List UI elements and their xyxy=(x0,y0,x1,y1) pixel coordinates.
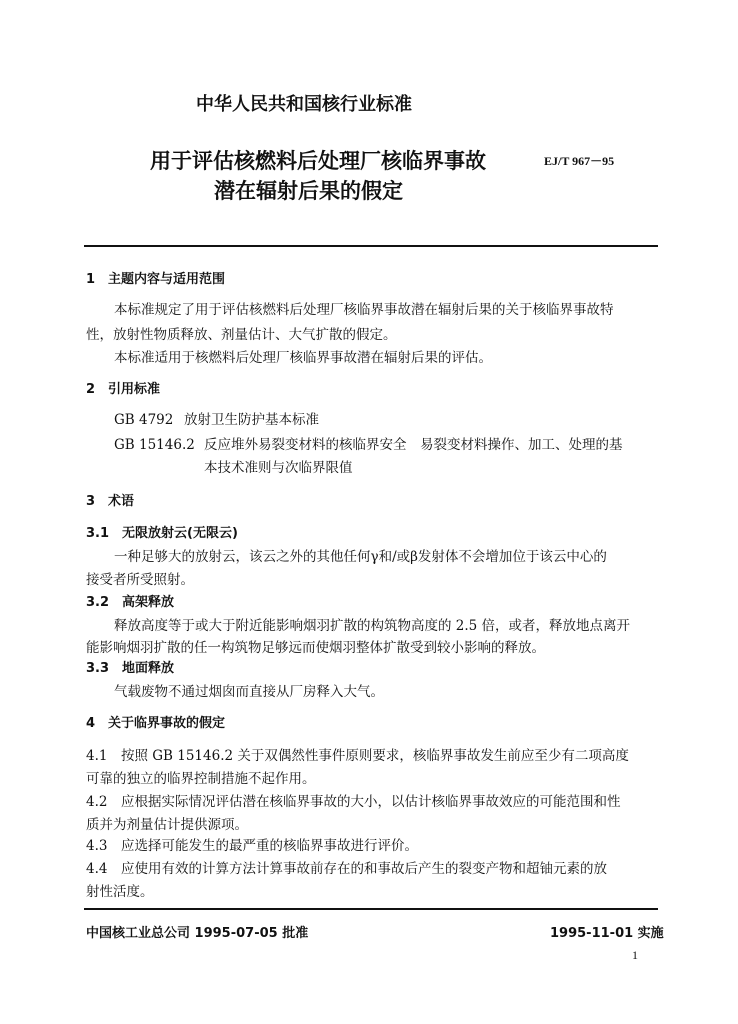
ref-1-code: GB 4792 xyxy=(114,412,174,428)
section-1-para-1a: 本标准规定了用于评估核燃料后处理厂核临界事故潜在辐射后果的关于核临界事故特 xyxy=(114,302,614,318)
section-4-heading: 4 关于临界事故的假定 xyxy=(86,716,226,731)
section-1-para-1b: 性，放射性物质释放、剂量估计、大气扩散的假定。 xyxy=(86,327,397,343)
section-1-heading: 1 主题内容与适用范围 xyxy=(86,272,226,287)
standard-code: EJ/T 967－95 xyxy=(544,154,615,168)
term-3-2-text-b: 能影响烟羽扩散的任一构筑物足够远而使烟羽整体扩散受到较小影响的释放。 xyxy=(86,640,545,656)
approval-note: 中国核工业总公司 1995-07-05 批准 xyxy=(86,926,309,941)
header-rule xyxy=(84,245,658,247)
standard-org: 中华人民共和国核行业标准 xyxy=(196,94,412,115)
term-3-1-text-b: 接受者所受照射。 xyxy=(86,572,194,588)
ref-2-title: 反应堆外易裂变材料的核临界安全 易裂变材料操作、加工、处理的基 xyxy=(204,437,623,453)
ref-1-title: 放射卫生防护基本标准 xyxy=(184,412,319,428)
term-3-3-heading: 3.3 地面释放 xyxy=(86,661,175,676)
term-3-3-text: 气载废物不通过烟囱而直接从厂房释入大气。 xyxy=(114,684,384,700)
item-4-4-text-b: 射性活度。 xyxy=(86,884,154,900)
item-4-2-text-a: 4.2 应根据实际情况评估潜在核临界事故的大小，以估计核临界事故效应的可能范围和性 xyxy=(86,794,621,810)
footer-rule xyxy=(84,908,658,910)
section-3-heading: 3 术语 xyxy=(86,494,135,509)
item-4-1-text-b: 可靠的独立的临界控制措施不起作用。 xyxy=(86,771,316,787)
section-2-heading: 2 引用标准 xyxy=(86,382,161,397)
page-number: 1 xyxy=(632,948,638,962)
term-3-1-text-a: 一种足够大的放射云，该云之外的其他任何γ和/或β发射体不会增加位于该云中心的 xyxy=(114,549,607,565)
title-line-1: 用于评估核燃料后处理厂核临界事故 xyxy=(150,149,486,173)
term-3-2-heading: 3.2 高架释放 xyxy=(86,595,175,610)
item-4-3-text: 4.3 应选择可能发生的最严重的核临界事故进行评价。 xyxy=(86,838,418,854)
ref-2-code: GB 15146.2 xyxy=(114,437,195,453)
item-4-4-text-a: 4.4 应使用有效的计算方法计算事故前存在的和事故后产生的裂变产物和超铀元素的放 xyxy=(86,861,607,877)
item-4-2-text-b: 质并为剂量估计提供源项。 xyxy=(86,817,248,833)
item-4-1-text-a: 4.1 按照 GB 15146.2 关于双偶然性事件原则要求，核临界事故发生前应至少有二项高度 xyxy=(86,748,629,764)
effective-date: 1995-11-01 实施 xyxy=(550,926,664,941)
term-3-2-text-a: 释放高度等于或大于附近能影响烟羽扩散的构筑物高度的 2.5 倍，或者，释放地点离开 xyxy=(114,618,631,634)
ref-2-title-cont: 本技术准则与次临界限值 xyxy=(204,460,353,476)
title-line-2: 潜在辐射后果的假定 xyxy=(214,179,403,203)
term-3-1-heading: 3.1 无限放射云(无限云) xyxy=(86,526,238,541)
section-1-para-2: 本标准适用于核燃料后处理厂核临界事故潜在辐射后果的评估。 xyxy=(114,350,492,366)
